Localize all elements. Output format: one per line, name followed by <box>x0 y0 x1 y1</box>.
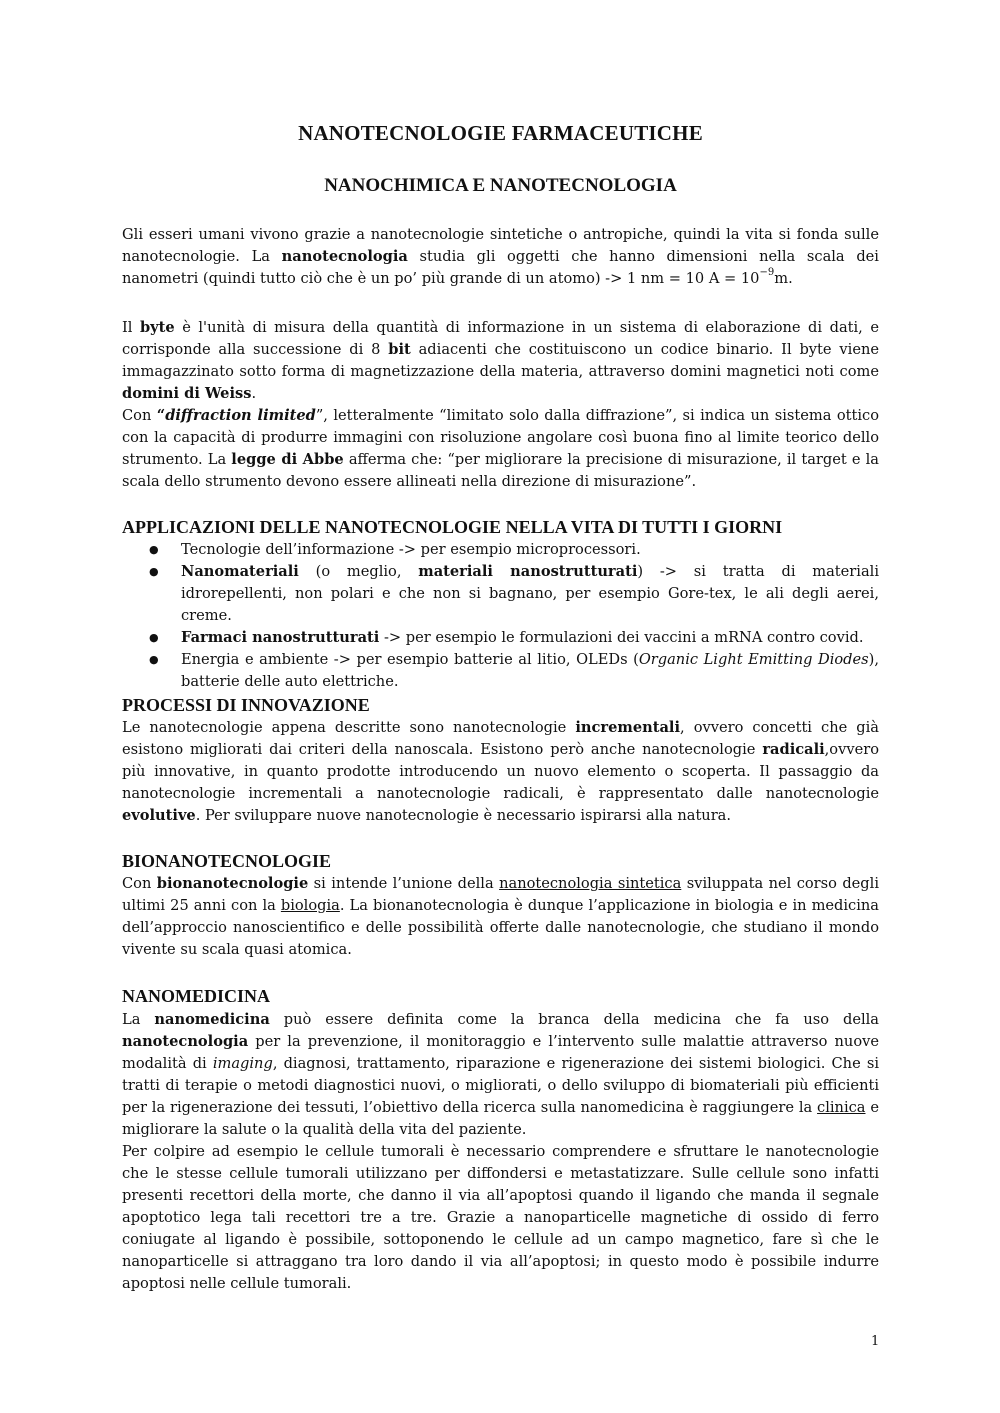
applications-list <box>122 539 879 693</box>
bold-term: bionanotecnologie <box>156 875 309 892</box>
text: Per colpire ad esempio le cellule tumorali è necessario comprendere e sfruttare le nanotecnologie che le stesse cellule tumorali utilizzano per diffondersi e metastatizzare. Sulle cellule sono infatti presenti recettori della morte, che danno il via all’apoptosi quando il ligando che manda il segnale apoptotico lega tali recettori tre a tre. Grazie a nanoparticelle magnetiche di ossido di ferro coniugate al ligando è possibile, sottoponendo le cellule ad un campo magnetico, fare sì che le nanoparticelle si attraggano tra loro dando il via all’apoptosi; in questo modo è possibile indurre apoptosi nelle cellule tumorali. <box>122 1143 879 1292</box>
page-number: 1 <box>871 1334 880 1349</box>
nanomed-paragraph <box>122 1009 879 1295</box>
text: , ovvero concetti che già esistono migliorati dai criteri della nanoscala. Esistono però anche nanotecnologie <box>122 719 879 758</box>
list-item <box>122 539 879 561</box>
bold-quote: “ <box>156 407 166 424</box>
bold-term: legge di Abbe <box>231 451 344 468</box>
text: (o meglio, <box>298 563 419 580</box>
bold-term: nanomedicina <box>154 1011 270 1028</box>
text: -> per esempio le formulazioni dei vaccini a mRNA contro covid. <box>379 629 864 646</box>
text: , diagnosi, trattamento, riparazione e rigenerazione dei sistemi biologici. Che si tratti di terapie o metodi diagnostici nuovi, o migliorati, o dello sviluppo di biomateriali più efficienti per la rigenerazione dei tessuti, l’obiettivo della ricerca sulla nanomedicina è raggiungere la <box>122 1055 879 1116</box>
bold-italic-term: diffraction limited <box>165 407 316 424</box>
text: e migliorare la salute o la qualità della vita del paziente. <box>122 1099 879 1138</box>
innovation-heading: PROCESSI DI INNOVAZIONE <box>122 695 370 715</box>
bold-term: Nanomateriali <box>181 563 299 580</box>
nanomed-heading: NANOMEDICINA <box>122 986 270 1006</box>
text: ) -> si tratta di materiali idrorepellenti, non polari e che non si bagnano, per esempio Gore-tex, le ali degli aerei, creme. <box>181 563 879 624</box>
bold-term: nanotecnologia <box>122 1033 249 1050</box>
bold-term: domini di Weiss <box>122 385 252 402</box>
bullet-icon: ● <box>149 565 159 578</box>
text: adiacenti che costituiscono un codice binario. Il byte viene immagazzinato sotto forma di magnetizzazione della materia, attraverso domini magnetici noti come <box>122 341 879 380</box>
bold-term: nanotecnologia <box>281 248 408 265</box>
list-item <box>122 649 879 693</box>
text: m. <box>774 270 793 287</box>
bullet-icon: ● <box>149 631 159 644</box>
underlined-term: biologia <box>280 897 340 914</box>
text: Il <box>122 319 140 336</box>
italic-term: imaging <box>212 1055 273 1072</box>
text: Energia e ambiente -> per esempio batterie al litio, OLEDs ( <box>181 651 639 668</box>
bullet-icon: ● <box>149 543 159 556</box>
italic-term: Organic Light Emitting Diodes <box>638 651 869 668</box>
text: Con <box>122 875 157 892</box>
byte-paragraph <box>122 317 879 493</box>
bold-term: incrementali <box>575 719 680 736</box>
text: studia gli oggetti che hanno dimensioni nella scala dei nanometri (quindi tutto ciò che è un po’ più grande di un atomo) -> 1 nm = 10 A = 10 <box>122 248 879 287</box>
bullet-icon: ● <box>149 653 159 666</box>
text: sviluppata nel corso degli ultimi 25 anni con la <box>122 875 879 914</box>
applications-heading: APPLICAZIONI DELLE NANOTECNOLOGIE NELLA VITA DI TUTTI I GIORNI <box>122 517 783 537</box>
bionano-heading: BIONANOTECNOLOGIE <box>122 851 332 871</box>
bionano-paragraph <box>122 873 879 961</box>
text: è l'unità di misura della quantità di informazione in un sistema di elaborazione di dati, e corrisponde alla successione di 8 <box>122 319 879 358</box>
innovation-paragraph <box>122 717 879 827</box>
document-title: NANOTECNOLOGIE FARMACEUTICHE <box>298 121 703 145</box>
list-item <box>122 561 879 627</box>
text: Tecnologie dell’informazione -> per esempio microprocessori. <box>181 541 641 558</box>
text: . La bionanotecnologia è dunque l’applicazione in biologia e in medicina dell’approccio nanoscientifico e delle possibilità offerte dalle nanotecnologie, che studiano il mondo vivente su scala quasi atomica. <box>122 897 879 958</box>
text: Gli esseri umani vivono grazie a nanotecnologie sintetiche o antropiche, quindi la vita si fonda sulle nanotecnologie. La <box>122 226 879 265</box>
underlined-term: clinica <box>817 1099 866 1116</box>
text: può essere definita come la branca della medicina che fa uso della <box>269 1011 880 1028</box>
text: Le nanotecnologie appena descritte sono nanotecnologie <box>122 719 576 736</box>
bold-term: evolutive <box>122 807 196 824</box>
exponent: −9 <box>759 267 775 278</box>
bold-term: Farmaci nanostrutturati <box>181 629 380 646</box>
text: . Per sviluppare nuove nanotecnologie è necessario ispirarsi alla natura. <box>195 807 732 824</box>
text: ,ovvero più innovative, in quanto prodotte introducendo un nuovo elemento o scoperta. Il passaggio da nanotecnologie incrementali a nanotecnologie radicali, è rappresentato dalle nanotecnologie <box>122 741 879 802</box>
text: si intende l’unione della <box>308 875 500 892</box>
text: Con <box>122 407 157 424</box>
bold-term: bit <box>388 341 411 358</box>
intro-paragraph <box>122 224 879 290</box>
text: La <box>122 1011 155 1028</box>
section-title: NANOCHIMICA E NANOTECNOLOGIA <box>324 175 677 196</box>
bold-term: materiali nanostrutturati <box>418 563 638 580</box>
text: . <box>251 385 257 402</box>
bold-term: byte <box>139 319 175 336</box>
text: per la prevenzione, il monitoraggio e l’intervento sulle malattie attraverso nuove modalità di <box>122 1033 879 1072</box>
text: ), batterie delle auto elettriche. <box>181 651 879 690</box>
text: ”, letteralmente “limitato solo dalla diffrazione”, si indica un sistema ottico con la capacità di produrre immagini con risoluzione angolare così buona fino al limite teorico dello strumento. La <box>122 407 879 468</box>
bold-term: radicali <box>762 741 825 758</box>
text: afferma che: “per migliorare la precisione di misurazione, il target e la scala dello strumento devono essere allineati nella direzione di misurazione”. <box>122 451 879 490</box>
list-item <box>122 627 879 649</box>
underlined-term: nanotecnologia sintetica <box>499 875 682 892</box>
